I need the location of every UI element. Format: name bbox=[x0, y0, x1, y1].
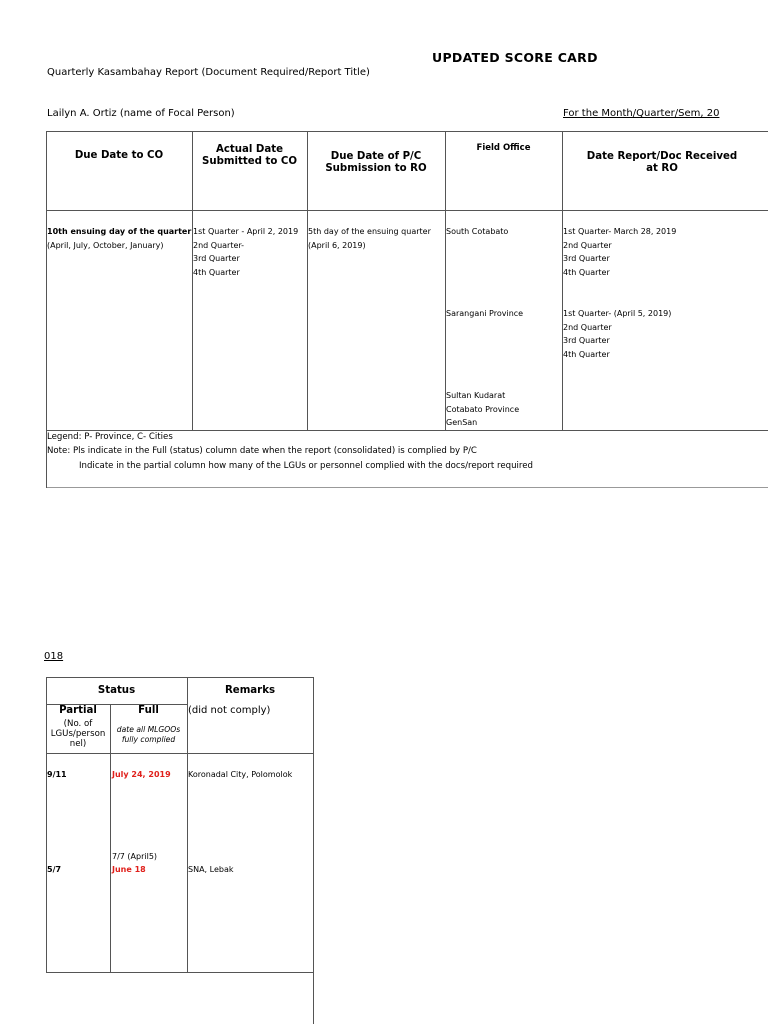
note-line-1: Note: Pls indicate in the Full (status) column date when the report (consolidated) is complied by P/C bbox=[47, 446, 477, 456]
row2-full-line2: June 18 bbox=[112, 865, 146, 874]
received-sarangani: 1st Quarter- (April 5, 2019) 2nd Quarter 3rd Quarter 4th Quarter bbox=[563, 309, 672, 359]
cell-due-pc: 5th day of the ensuing quarter (April 6, 2019) bbox=[308, 227, 431, 250]
period-year-fragment: 018 bbox=[44, 651, 64, 662]
header-partial-sub: (No. of LGUs/person nel) bbox=[50, 719, 106, 749]
col-border-3 bbox=[445, 131, 446, 430]
col-border-1 bbox=[192, 131, 193, 430]
header-status: Status bbox=[97, 685, 136, 696]
status-table-top bbox=[46, 677, 313, 678]
note-line-2: Indicate in the partial column how many of the LGUs or personnel complied with the docs/report required bbox=[79, 461, 534, 471]
row2-remarks: SNA, Lebak bbox=[188, 865, 234, 874]
body-bottom-border bbox=[46, 430, 768, 431]
status-header-bottom bbox=[46, 753, 313, 754]
period-label: For the Month/Quarter/Sem, 20 bbox=[563, 108, 720, 119]
header-field-office: Field Office bbox=[476, 143, 531, 153]
header-date-received: Date Report/Doc Received at RO bbox=[586, 151, 738, 174]
cell-actual-date: 1st Quarter - April 2, 2019 2nd Quarter- 3rd Quarter 4th Quarter bbox=[193, 227, 299, 277]
report-title: Quarterly Kasambahay Report (Document Required/Report Title) bbox=[47, 67, 370, 78]
header-actual-date: Actual Date Submitted to CO bbox=[201, 144, 298, 167]
status-col-remarks bbox=[187, 677, 188, 972]
cell-due-date-co: 10th ensuing day of the quarter (April, July, October, January) bbox=[47, 227, 192, 250]
status-col-right bbox=[313, 677, 314, 1024]
header-remarks: Remarks bbox=[224, 685, 276, 696]
row2-partial: 5/7 bbox=[47, 865, 62, 874]
received-south-cotabato: 1st Quarter- March 28, 2019 2nd Quarter 3rd Quarter 4th Quarter bbox=[563, 227, 677, 277]
header-due-pc: Due Date of P/C Submission to RO bbox=[325, 151, 427, 174]
col-border-2 bbox=[307, 131, 308, 430]
field-office-others: Sultan Kudarat Cotabato Province GenSan bbox=[446, 391, 520, 427]
table-top-border bbox=[46, 131, 768, 132]
focal-person: Lailyn A. Ortiz (name of Focal Person) bbox=[47, 108, 235, 119]
row1-remarks: Koronadal City, Polomolok bbox=[188, 770, 293, 779]
status-body-bottom bbox=[46, 972, 313, 973]
row1-full: July 24, 2019 bbox=[112, 770, 171, 779]
col-border-4 bbox=[562, 131, 563, 430]
header-due-date-co: Due Date to CO bbox=[74, 150, 164, 161]
field-office-sarangani: Sarangani Province bbox=[446, 309, 524, 318]
legend-text: Legend: P- Province, C- Cities bbox=[47, 432, 173, 442]
header-bottom-border bbox=[46, 210, 768, 211]
page-title: UPDATED SCORE CARD bbox=[432, 50, 598, 65]
row1-partial: 9/11 bbox=[47, 770, 67, 779]
header-partial: Partial bbox=[59, 705, 97, 716]
header-remarks-sub: (did not comply) bbox=[188, 705, 271, 716]
field-office-south-cotabato: South Cotabato bbox=[446, 227, 509, 236]
header-full: Full bbox=[138, 705, 159, 716]
header-full-sub: date all MLGOOs fully complied bbox=[116, 725, 181, 744]
notes-bottom-border bbox=[46, 487, 768, 488]
row2-full-line1: 7/7 (April5) bbox=[112, 852, 158, 861]
